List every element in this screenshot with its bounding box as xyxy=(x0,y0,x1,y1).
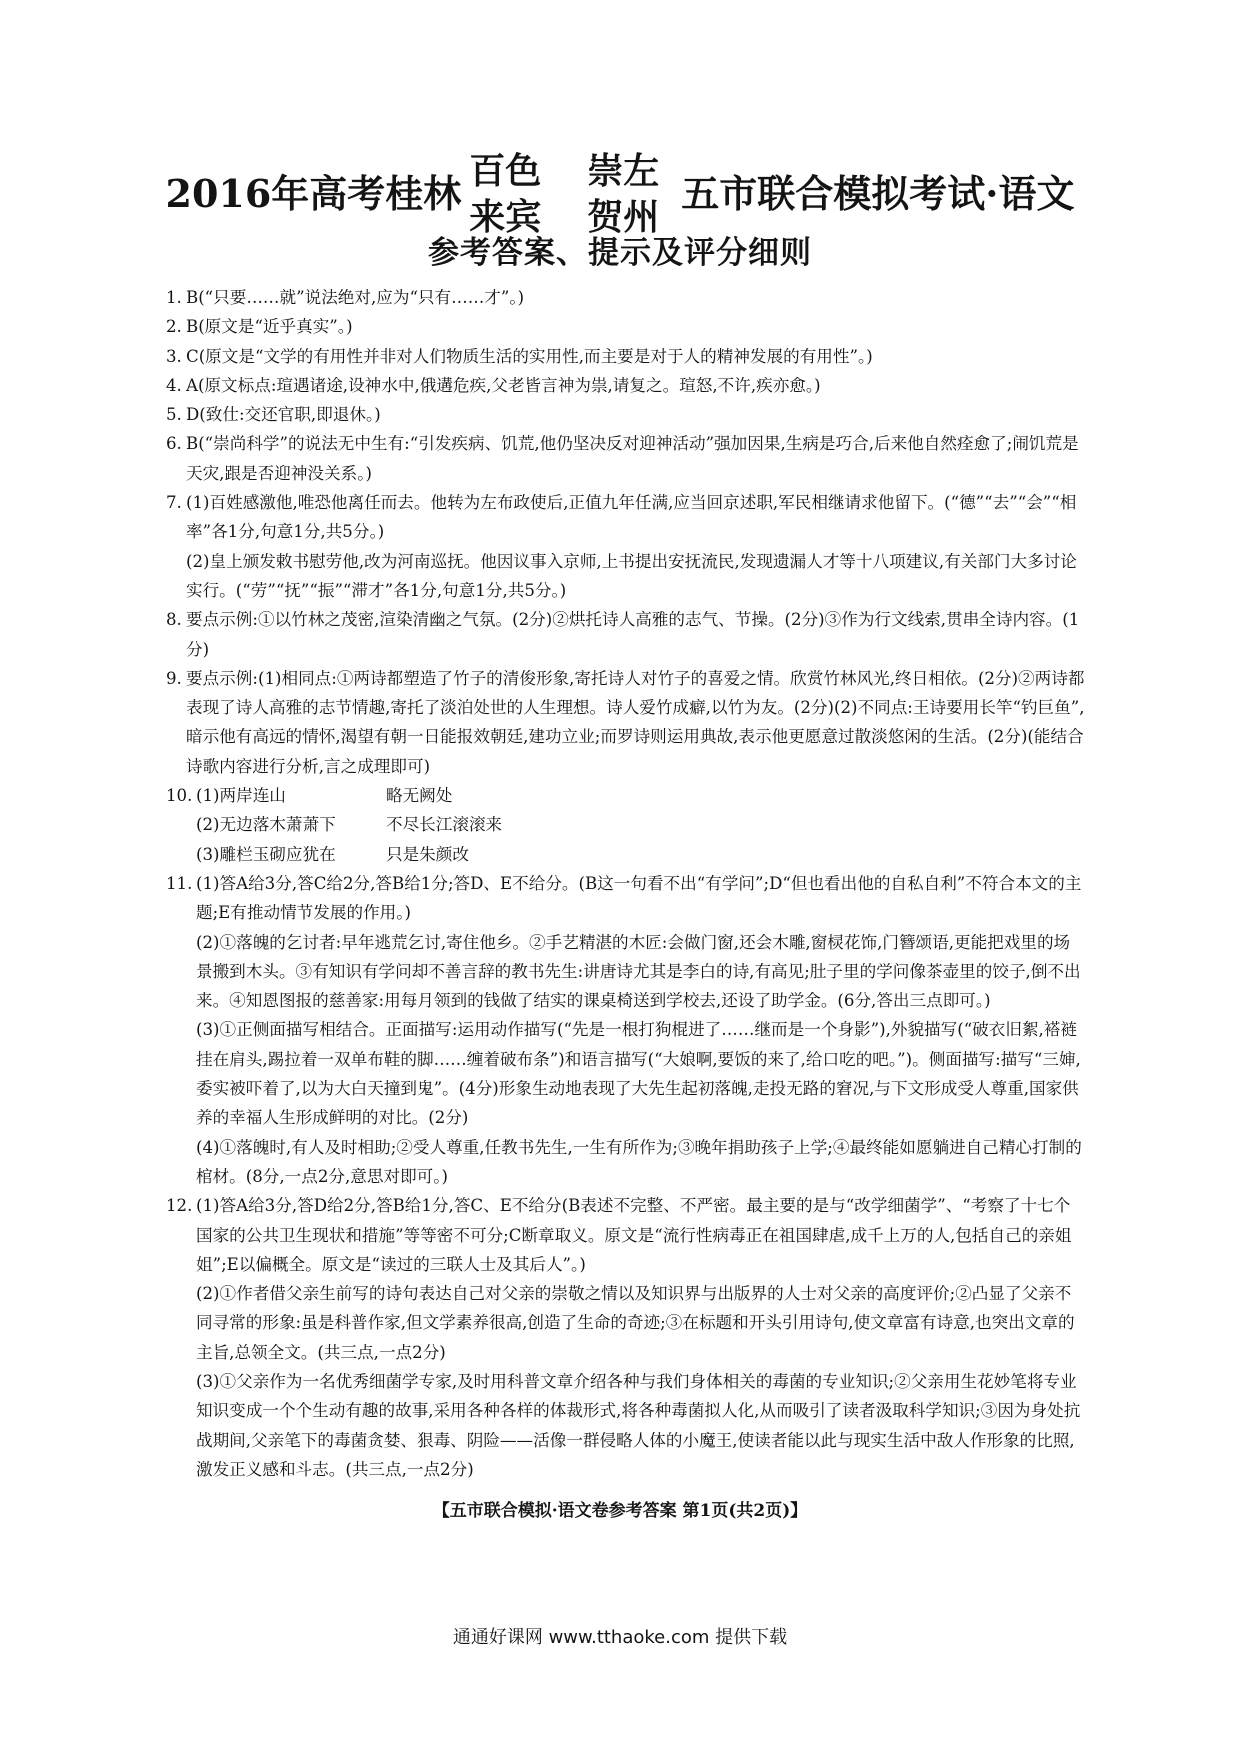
title-city-stack xyxy=(469,148,663,240)
answer-number: 3. xyxy=(166,346,182,366)
title-city: 来宾 xyxy=(469,196,542,238)
answer-text: B(“只要……就”说法绝对,应为“只有……才”。) xyxy=(186,288,525,307)
answer-text: D(致仕:交还官职,即退休。) xyxy=(186,405,381,425)
answer-item xyxy=(166,312,1086,341)
answer-text: B(“崇尚科学”的说法无中生有:“引发疾病、饥荒,他仍坚决反对迎神活动”强加因果,生病是巧合,后来他自然痊愈了;闹饥荒是天灾,跟是否迎神没关系。) xyxy=(186,434,1079,483)
answer-item xyxy=(166,664,1086,781)
title-prefix: 2016年高考桂林 xyxy=(165,171,462,216)
answer-number: 2. xyxy=(166,317,182,337)
answer-number: 5. xyxy=(166,405,182,425)
answer-number: 9. xyxy=(166,668,182,688)
answer-item xyxy=(166,429,1086,488)
poem-first-half: (3)雕栏玉砌应犹在 xyxy=(196,844,336,864)
answer-item xyxy=(166,1191,1086,1484)
poem-first-half: (2)无边落木萧萧下 xyxy=(196,815,336,835)
answer-list xyxy=(166,283,1086,1484)
answer-text: (1)百姓感激他,唯恐他离任而去。他转为左布政使后,正值九年任满,应当回京述职,军民相继请求他留下。(“德”“去”“会”“相率”各1分,句意1分,共5分。) xyxy=(186,493,1077,542)
poem-second-half: 只是朱颜改 xyxy=(386,844,469,864)
answer-text: (1)答A给3分,答D给2分,答B给1分,答C、E不给分(B表述不完整、不严密。最主要的是与“改学细菌学”、“考察了十七个国家的公共卫生现状和措施”等等密不可分;C断章取义。原文是“流行性病毒正在祖国肆虐,成千上万的人,包括自己的亲姐姐”;E以偏概全。原文是“读过的三联人士及其后人”。) xyxy=(196,1196,1072,1274)
answer-item xyxy=(166,869,1086,1191)
answer-item xyxy=(166,400,1086,429)
answer-item xyxy=(166,371,1086,400)
download-watermark: 通通好课网 www.tthaoke.com 提供下载 xyxy=(452,1627,788,1648)
answer-number: 6. xyxy=(166,434,182,454)
answer-text: (2)①作者借父亲生前写的诗句表达自己对父亲的崇敬之情以及知识界与出版界的人士对父亲的高度评价;②凸显了父亲不同寻常的形象:虽是科普作家,但文学素养很高,创造了生命的奇迹;③在标题和开头引用诗句,使文章富有诗意,也突出文章的主旨,总领全文。(共三点,一点2分) xyxy=(196,1284,1075,1362)
answer-number: 10. xyxy=(166,786,193,806)
poem-line xyxy=(196,810,1086,839)
answer-text: A(原文标点:瑄遇诸途,设神水中,俄遘危疾,父老皆言神为祟,请复之。瑄怒,不许,疾亦愈。) xyxy=(186,375,821,395)
answer-text: (3)①正侧面描写相结合。正面描写:运用动作描写(“先是一根打狗棍进了……继而是一个身影”),外貌描写(“破衣旧絮,褡裢挂在肩头,踢拉着一双单布鞋的脚……缠着破布条”)和语言描写(“大娘啊,要饭的来了,给口吃的吧。”)。侧面描写:描写“三婶,委实被吓着了,以为大白天撞到鬼”。(4分)形象生动地表现了大先生起初落魄,走投无路的窘况,与下文形成受人尊重,国家供养的幸福人生形成鲜明的对比。(2分) xyxy=(196,1020,1081,1128)
poem-line xyxy=(196,840,1086,869)
answer-item xyxy=(166,283,1086,312)
answer-item xyxy=(166,488,1086,605)
answer-number: 8. xyxy=(166,610,182,630)
title-city: 百色 xyxy=(469,150,542,192)
answer-number: 7. xyxy=(166,493,182,513)
poem-first-half: (1)两岸连山 xyxy=(196,786,286,806)
answer-number: 12. xyxy=(166,1196,193,1216)
answer-text: C(原文是“文学的有用性并非对人们物质生活的实用性,而主要是对于人的精神发展的有用性”。) xyxy=(186,346,873,366)
answer-number: 4. xyxy=(166,375,182,395)
answer-text: B(原文是“近乎真实”。) xyxy=(186,317,353,337)
answer-text: 要点示例:①以竹林之茂密,渲染清幽之气氛。(2分)②烘托诗人高雅的志气、节操。(2分)③作为行文线索,贯串全诗内容。(1分) xyxy=(186,610,1080,659)
answer-number: 11. xyxy=(166,873,193,893)
title-suffix: 五市联合模拟考试·语文 xyxy=(681,171,1075,216)
document-subtitle: 参考答案、提示及评分细则 xyxy=(428,235,812,271)
poem-line xyxy=(196,781,1086,810)
title-city: 贺州 xyxy=(587,196,660,238)
title-city: 崇左 xyxy=(587,150,660,192)
document-title xyxy=(0,148,1240,240)
answer-item xyxy=(166,342,1086,371)
answer-text: (4)①落魄时,有人及时相助;②受人尊重,任教书先生,一生有所作为;③晚年捐助孩子上学;④最终能如愿躺进自己精心打制的棺材。(8分,一点2分,意思对即可。) xyxy=(196,1137,1082,1186)
answer-number: 1. xyxy=(166,288,182,307)
answer-text: (2)皇上颁发敕书慰劳他,改为河南巡抚。他因议事入京师,上书提出安抚流民,发现遗漏人才等十八项建议,有关部门大多讨论实行。(“劳”“抚”“振”“滞才”各1分,句意1分,共5分。) xyxy=(186,551,1077,600)
answer-item xyxy=(166,781,1086,869)
answer-text: (2)①落魄的乞讨者:早年逃荒乞讨,寄住他乡。②手艺精湛的木匠:会做门窗,还会木雕,窗棂花饰,门簪颂语,更能把戏里的场景搬到木头。③有知识有学问却不善言辞的教书先生:讲唐诗尤其是李白的诗,有高见;肚子里的学问像茶壶里的饺子,倒不出来。④知恩图报的慈善家:用每月领到的钱做了结实的课桌椅送到学校去,还设了助学金。(6分,答出三点即可。) xyxy=(196,932,1081,1011)
answer-text: (3)①父亲作为一名优秀细菌学专家,及时用科普文章介绍各种与我们身体相关的毒菌的专业知识;②父亲用生花妙笔将专业知识变成一个个生动有趣的故事,采用各种各样的体裁形式,将各种毒菌拟人化,从而吸引了读者汲取科学知识;③因为身处抗战期间,父亲笔下的毒菌贪婪、狠毒、阴险——活像一群侵略人体的小魔王,使读者能以此与现实生活中敌人作形象的比照,激发正义感和斗志。(共三点,一点2分) xyxy=(196,1371,1081,1479)
poem-second-half: 不尽长江滚滚来 xyxy=(386,815,503,835)
answer-text: 要点示例:(1)相同点:①两诗都塑造了竹子的清俊形象,寄托诗人对竹子的喜爱之情。欣赏竹林风光,终日相依。(2分)②两诗都表现了诗人高雅的志节情趣,寄托了淡泊处世的人生理想。诗人爱竹成癖,以竹为友。(2分)(2)不同点:王诗要用长竿“钓巨鱼”,暗示他有高远的情怀,渴望有朝一日能报效朝廷,建功立业;而罗诗则运用典故,表示他更愿意过散淡悠闲的生活。(2分)(能结合诗歌内容进行分析,言之成理即可) xyxy=(186,668,1085,776)
answer-text: (1)答A给3分,答C给2分,答B给1分;答D、E不给分。(B这一句看不出“有学问”;D“但也看出他的自私自利”不符合本文的主题;E有推动情节发展的作用。) xyxy=(196,873,1082,923)
poem-second-half: 略无阙处 xyxy=(386,786,453,806)
answer-item xyxy=(166,605,1086,664)
page-footer: 【五市联合模拟·语文卷参考答案 第1页(共2页)】 xyxy=(432,1501,808,1521)
